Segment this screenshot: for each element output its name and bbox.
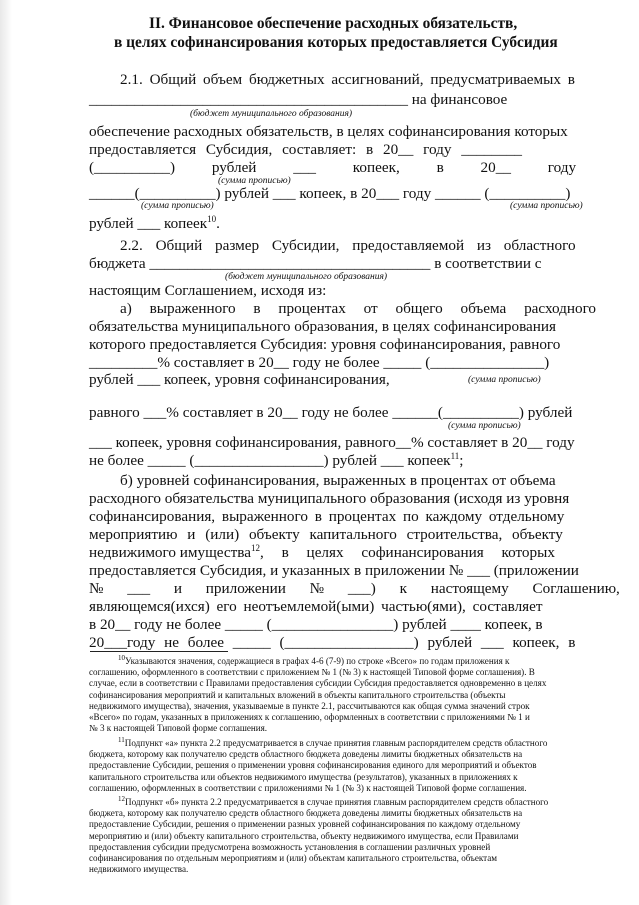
footnote-number: 11 bbox=[118, 735, 125, 744]
p22b-line-8: являющемся(ихся) его неотъемлемой(ыми) частью(ями), составляет bbox=[89, 598, 543, 615]
footnote-11-line: бюджета, которому как получателю средств областного бюджета доведены лимиты бюджетных обязательств на bbox=[89, 749, 523, 760]
p21-line-5: (__________) рублей ___ копеек, в 20__ году bbox=[89, 159, 577, 176]
p22a-line-6: равного ___% составляет в 20__ году не более ______(__________) рублей bbox=[89, 404, 573, 421]
footnote-number: 10 bbox=[118, 653, 125, 662]
p21-line-1: 2.1. Общий объем бюджетных ассигнований, предусматриваемых в bbox=[120, 71, 575, 88]
footnote-10-line: софинансирования мероприятий и капитальных вложений в объекты капитального строительства (объекты bbox=[89, 689, 506, 700]
p22a-line-7: ___ копеек, уровня софинансирования, равного__% составляет в 20__ году bbox=[89, 434, 575, 451]
p21-note-sum-3: (сумма прописью) bbox=[510, 201, 583, 211]
footnote-ref-12: 12 bbox=[251, 542, 260, 553]
p22b-line-6: предоставляется Субсидия, и указанных в приложении № ___ (приложении bbox=[89, 562, 579, 579]
p21-note-sum-2: (сумма прописью) bbox=[141, 201, 214, 211]
p22a-line-2: обязательства муниципального образования, в целях софинансирования bbox=[89, 318, 557, 335]
footnote-ref-11: 11 bbox=[450, 450, 460, 461]
footnote-11-line: предоставление Субсидии, решения о применении уровня софинансирования единого для мероприятий и объектов bbox=[89, 760, 537, 771]
footnote-12-line: $^{12}$Подпункт «б» пункта 2.2 предусматривается в случае принятия главным распорядителем средств областного bbox=[118, 794, 549, 807]
footnote-number: 12 bbox=[118, 794, 125, 803]
p21-note-sum-1: (сумма прописью) bbox=[218, 176, 291, 186]
p22a-line-1: а) выраженного в процентах от общего объема расходного bbox=[120, 300, 597, 317]
footnote-11-line: капитального строительства или объектов недвижимого имущества (результатов), указанных в приложениях к bbox=[89, 771, 518, 782]
p21-line-3: обеспечение расходных обязательств, в целях софинансирования которых bbox=[89, 123, 568, 140]
section-title-line-2: в целях софинансирования которых предоставляется Субсидия bbox=[114, 34, 558, 51]
p22a-line-5: рублей ___ копеек, уровня софинансирования, bbox=[89, 371, 390, 388]
p22b-line-2: расходного обязательства муниципального образования (исходя из уровня bbox=[89, 490, 570, 507]
footnote-10-line: недвижимого имущества), значения, указываемые в пункте 2.1, рассчитываются как общая сумма значений строк bbox=[89, 700, 530, 711]
p21-line-6: ______(__________) рублей ___ копеек, в 20___ году ______ (__________) bbox=[89, 185, 571, 202]
p22a-line-8: не более _____ (_________________) рублей ___ копеек$^{11}$; bbox=[89, 450, 464, 469]
footnote-10-line: случае, если в соответствии с Правилами предоставления субсидии Субсидия предоставляется одновременно в целях bbox=[89, 678, 547, 689]
footnote-separator bbox=[90, 651, 228, 652]
footnote-11-line: соглашению, оформленных в соответствии с приложениями № 1 (№ 3) к настоящей Типовой форме соглашения. bbox=[89, 782, 527, 793]
p22-line-1: 2.2. Общий размер Субсидии, предоставляемой из областного bbox=[120, 237, 576, 254]
p21-line-7: рублей ___ копеек$^{10}$. bbox=[89, 213, 220, 232]
p22b-line-5: недвижимого имущества$^{12}$, в целях софинансирования которых bbox=[89, 542, 555, 561]
footnote-10-line: $^{10}$Указываются значения, содержащиеся в графах 4-6 (7-9) по строке «Всего» по годам приложения к bbox=[118, 653, 510, 666]
p22b-line-10: 20___году не более _____ (_________________) рублей ___ копеек, в bbox=[89, 634, 576, 651]
footnote-12-line: бюджета, которому как получателю средств областного бюджета доведены лимиты бюджетных обязательств на bbox=[89, 808, 523, 819]
p22a-line-3: которого предоставляется Субсидия: уровня софинансирования, равного bbox=[89, 336, 561, 353]
footnote-11-line: $^{11}$Подпункт «а» пункта 2.2 предусматривается в случае принятия главным распорядителем средств областного bbox=[118, 735, 548, 748]
footnote-12-line: мероприятию и (или) объекту капитального строительства, объекту недвижимого имущества, если Правилами bbox=[89, 830, 519, 841]
footnote-10-line: «Всего» по годам, указанных в приложениях к соглашению, оформленных в соответствии с приложениями № 1 и bbox=[89, 712, 530, 722]
p21-note-budget: (бюджет муниципального образования) bbox=[190, 109, 353, 119]
p22b-line-7: № ___ и приложении № ___) к настоящему Соглашению, bbox=[89, 580, 620, 597]
p22b-line-1: б) уровней софинансирования, выраженных в процентах от объема bbox=[120, 472, 556, 489]
footnote-12-line: предоставление Субсидии, решения о применении разных уровней софинансирования по каждому отдельному bbox=[89, 819, 521, 830]
p21-line-2: __________________________________________ на финансовое bbox=[89, 91, 508, 108]
footnote-10-line: соглашению, оформленного в соответствии с приложением № 1 (№ 3) к настоящей Типовой форме соглашения). В bbox=[89, 667, 535, 678]
p22-line-2: бюджета _____________________________________ в соответствии с bbox=[89, 255, 542, 272]
p22-note-budget: (бюджет муниципального образования) bbox=[225, 272, 388, 282]
p22b-line-9: в 20__ году не более _____ (________________) рублей ____ копеек, в bbox=[89, 616, 543, 633]
p21-line-4: предоставляется Субсидия, составляет: в 20__ году ________ bbox=[89, 141, 523, 158]
footnote-12-line: софинансирования по отдельным мероприятиям и (или) объектам капитального строительства, объектам bbox=[89, 853, 498, 863]
footnote-ref-10: 10 bbox=[207, 213, 217, 224]
footnote-12-line: недвижимого имущества. bbox=[89, 864, 189, 875]
p22a-note-sum-2: (сумма прописью) bbox=[448, 421, 521, 431]
footnote-12-line: предоставления субсидии предусмотрена возможность установления в соглашении различных уровней bbox=[89, 841, 491, 852]
section-title-line-1: II. Финансовое обеспечение расходных обязательств, bbox=[149, 15, 518, 32]
p22a-note-sum-1: (сумма прописью) bbox=[468, 375, 541, 385]
p22-line-3: настоящим Соглашением, исходя из: bbox=[89, 282, 327, 299]
footnote-10-line: № 3 к настоящей Типовой форме соглашения. bbox=[89, 723, 268, 734]
p22a-line-4: _________% составляет в 20__ году не более _____ (_______________) bbox=[89, 354, 550, 371]
scan-edge-shadow bbox=[0, 0, 12, 905]
p22b-line-4: мероприятию и (или) объекту капитального строительства, объекту bbox=[89, 526, 563, 543]
p22b-line-3: софинансирования, выраженного в процентах по каждому отдельному bbox=[89, 508, 565, 525]
